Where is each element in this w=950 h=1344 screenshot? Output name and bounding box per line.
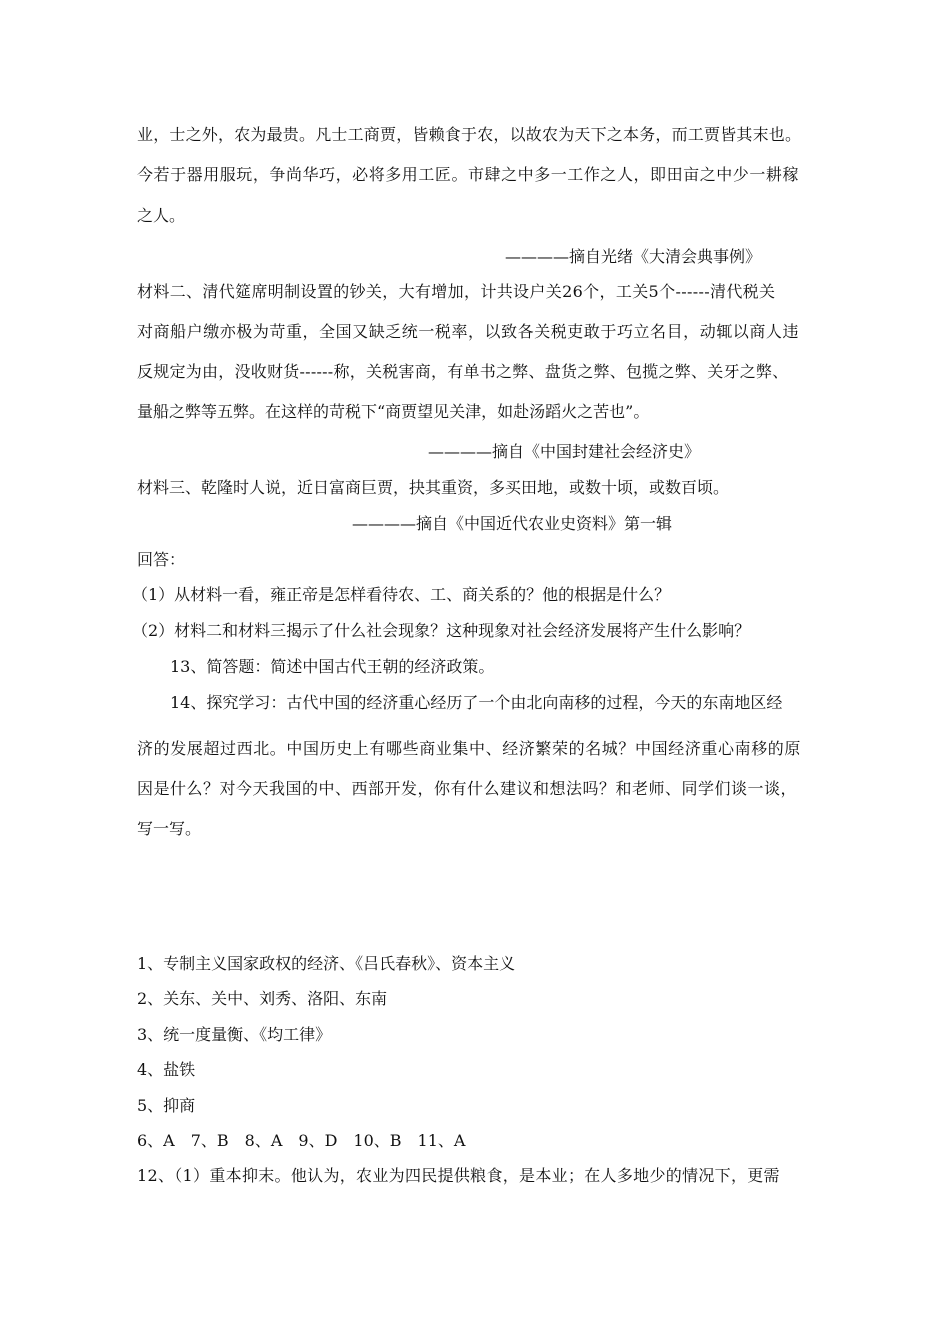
material1-line-1: 业，士之外，农为最贵。凡士工商贾，皆赖食于农，以故农为天下之本务，而工贾皆其末也。 bbox=[137, 125, 802, 144]
answer-heading: 回答： bbox=[137, 550, 186, 569]
question-14-line-3: 因是什么？对今天我国的中、西部开发，你有什么建议和想法吗？和老师、同学们谈一谈， bbox=[137, 779, 798, 798]
answer-2: 2、关东、关中、刘秀、洛阳、东南 bbox=[137, 989, 388, 1008]
question-14-line-4: 写一写。 bbox=[137, 819, 202, 838]
material2-line-2: 对商船户缴亦极为苛重，全国又缺乏统一税率，以致各关税吏敢于巧立名目，动辄以商人违 bbox=[137, 322, 800, 341]
material2-line-4: 量船之弊等五弊。在这样的苛税下“商贾望见关津，如赴汤蹈火之苦也”。 bbox=[137, 402, 650, 421]
answer-6-11: 6、A 7、B 8、A 9、D 10、B 11、A bbox=[137, 1131, 466, 1150]
answer-1: 1、专制主义国家政权的经济、《吕氏春秋》、资本主义 bbox=[137, 954, 516, 973]
material1-source: ————摘自光绪《大清会典事例》 bbox=[505, 247, 762, 266]
material1-line-2: 今若于器用服玩，争尚华巧，必将多用工匠。市肆之中多一工作之人，即田亩之中少一耕稼 bbox=[137, 165, 800, 184]
material2-line-3: 反规定为由，没收财货------称，关税害商，有单书之弊、盘货之弊、包揽之弊、关牙之弊、 bbox=[137, 362, 789, 381]
answer-5: 5、抑商 bbox=[137, 1096, 196, 1115]
material2-source: ————摘自《中国封建社会经济史》 bbox=[428, 442, 701, 461]
question-13: 13、简答题：简述中国古代王朝的经济政策。 bbox=[170, 657, 495, 676]
material1-line-3: 之人。 bbox=[137, 206, 186, 225]
question-1: （1）从材料一看，雍正帝是怎样看待农、工、商关系的？他的根据是什么？ bbox=[132, 585, 671, 604]
question-14-line-1: 14、探究学习：古代中国的经济重心经历了一个由北向南移的过程，今天的东南地区经 bbox=[170, 693, 783, 712]
answer-12: 12、（1）重本抑末。他认为，农业为四民提供粮食，是本业；在人多地少的情况下，更需 bbox=[137, 1166, 780, 1185]
answer-4: 4、盐铁 bbox=[137, 1060, 196, 1079]
material3-line: 材料三、乾隆时人说，近日富商巨贾，抉其重资，多买田地，或数十顷，或数百顷。 bbox=[137, 478, 730, 497]
question-2: （2）材料二和材料三揭示了什么社会现象？这种现象对社会经济发展将产生什么影响？ bbox=[132, 621, 751, 640]
answer-3: 3、统一度量衡、《均工律》 bbox=[137, 1025, 332, 1044]
question-14-line-2: 济的发展超过西北。中国历史上有哪些商业集中、经济繁荣的名城？中国经济重心南移的原 bbox=[137, 739, 802, 758]
material3-source: ————摘自《中国近代农业史资料》第一辑 bbox=[352, 514, 673, 533]
material2-line-1: 材料二、清代筵席明制设置的钞关，大有增加，计共设户关26个，工关5个------清代税关 bbox=[137, 282, 776, 301]
